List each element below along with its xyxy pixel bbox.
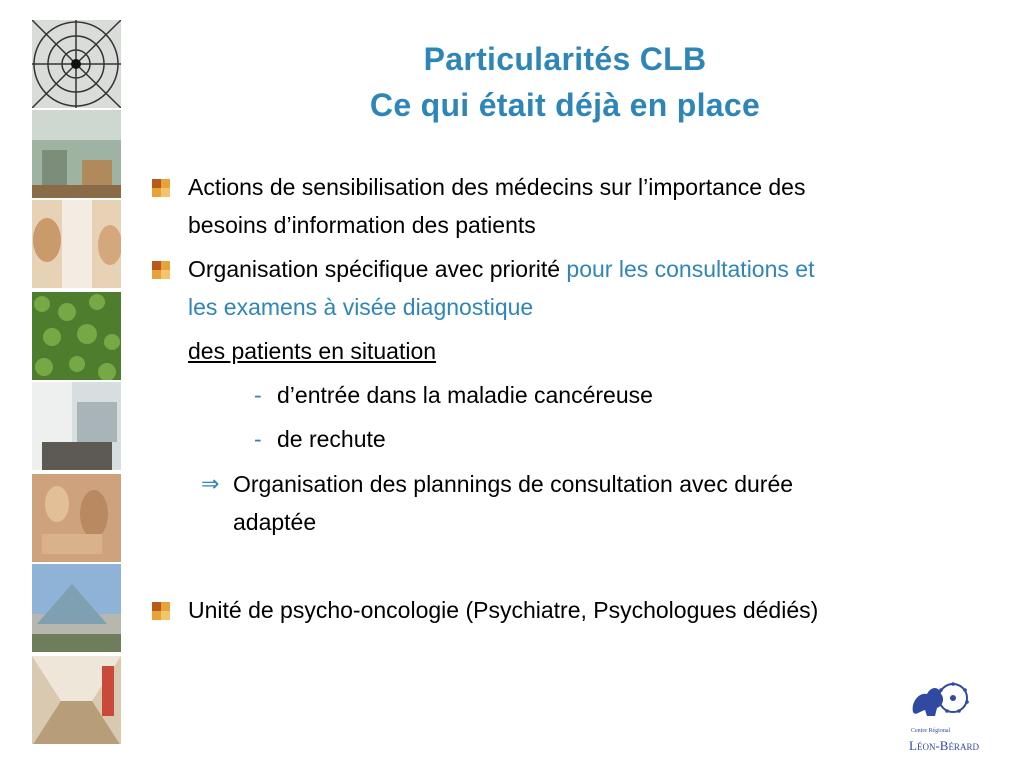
photo-hall [32, 110, 121, 198]
photo-relief [32, 474, 121, 562]
bullet-actions-line2: besoins d’information des patients [188, 212, 536, 238]
bullet-icon [152, 179, 170, 197]
photo-building [32, 564, 121, 652]
slide-title-line1: Particularités CLB [423, 41, 707, 77]
sub-rechute: de rechute [277, 426, 386, 452]
sub-entree: d’entrée dans la maladie cancéreuse [277, 382, 653, 408]
implies-arrow-icon: ⇒ [201, 471, 220, 496]
lion-emblem-icon [905, 672, 1005, 757]
slide-title-line2: Ce qui était déjà en place [369, 87, 761, 123]
photo-waiting-room [32, 382, 121, 470]
photo-strip [32, 20, 121, 746]
bullet-organisation-highlight: pour les consultations et [566, 256, 815, 282]
sub-dash: - [254, 426, 262, 452]
situation-heading: des patients en situation [188, 338, 437, 364]
bullet-organisation-line2: les examens à visée diagnostique [188, 294, 534, 320]
bullet-organisation-line1 [188, 255, 814, 283]
logo-name: Léon-Bérard [909, 738, 979, 753]
centre-leon-berard-logo [905, 672, 1005, 757]
photo-glass-dome [32, 20, 121, 108]
implication-line2: adaptée [233, 509, 317, 535]
logo-small-text: Centre Régional [911, 728, 951, 734]
sub-dash: - [254, 382, 262, 408]
bullet-icon [152, 602, 170, 620]
photo-sculpture [32, 200, 121, 288]
bullet-psycho-oncologie: Unité de psycho-oncologie (Psychiatre, Psychologues dédiés) [188, 597, 819, 623]
photo-corridor [32, 656, 121, 744]
implication-line1: Organisation des plannings de consultation avec durée [233, 471, 794, 497]
bullet-actions-line1: Actions de sensibilisation des médecins sur l’importance des [188, 174, 806, 200]
bullet-icon [152, 261, 170, 279]
photo-ivy [32, 292, 121, 380]
bullet-organisation-text: Organisation spécifique avec priorité [188, 256, 567, 282]
